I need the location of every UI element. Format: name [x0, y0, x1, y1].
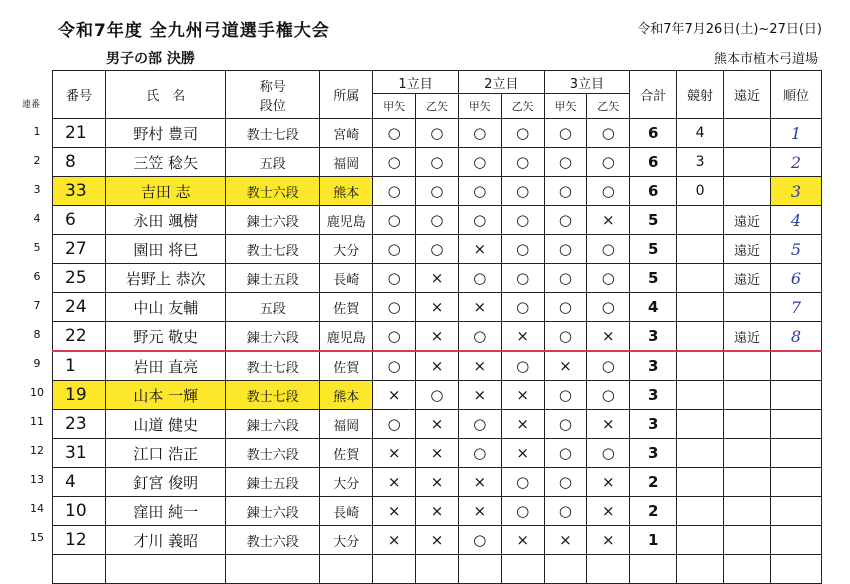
blank-cell: [770, 555, 821, 584]
cell-arrow-result: ×: [416, 351, 459, 381]
cell-arrow-result: ×: [373, 439, 416, 468]
cell-final-rank: 8: [770, 322, 821, 352]
blank-cell: [458, 555, 501, 584]
cell-total: 4: [630, 293, 677, 322]
cell-total: 5: [630, 206, 677, 235]
blank-cell: [587, 555, 630, 584]
cell-arrow-result: ○: [544, 293, 587, 322]
cell-total: 6: [630, 148, 677, 177]
cell-title-rank: 教士六段: [226, 526, 320, 555]
cell-final-rank: [770, 468, 821, 497]
cell-name: 野村 豊司: [106, 119, 226, 148]
cell-name: 吉田 志: [106, 177, 226, 206]
cell-arrow-result: ○: [458, 177, 501, 206]
cell-final-rank: 4: [770, 206, 821, 235]
table-row: [53, 497, 822, 526]
cell-title-rank: 教士六段: [226, 177, 320, 206]
cell-name: 三笠 稔矢: [106, 148, 226, 177]
cell-enkin: [724, 497, 771, 526]
blank-cell: [373, 555, 416, 584]
table-row: [53, 322, 822, 352]
header-otoya: 乙矢: [587, 94, 630, 119]
header-round-2: 2立目: [458, 71, 544, 94]
blank-cell: [544, 555, 587, 584]
blank-cell: [53, 555, 106, 584]
cell-arrow-result: ○: [416, 381, 459, 410]
cell-enkin: 遠近: [724, 322, 771, 352]
cell-number: 1: [53, 351, 106, 381]
blank-cell: [724, 555, 771, 584]
cell-arrow-result: ×: [458, 468, 501, 497]
cell-total: 6: [630, 177, 677, 206]
cell-arrow-result: ×: [501, 322, 544, 352]
cell-arrow-result: ○: [416, 148, 459, 177]
table-row: [53, 381, 822, 410]
cell-final-rank: [770, 526, 821, 555]
cell-affiliation: 佐賀: [320, 293, 373, 322]
cell-arrow-result: ○: [373, 351, 416, 381]
blank-cell: [106, 555, 226, 584]
results-table: [52, 70, 822, 584]
cell-enkin: 遠近: [724, 235, 771, 264]
cell-arrow-result: ×: [458, 351, 501, 381]
table-row: [53, 439, 822, 468]
header-total: 合計: [630, 71, 677, 119]
sequence-number: 6: [33, 270, 41, 283]
cell-arrow-result: ○: [458, 206, 501, 235]
cell-name: 才川 義昭: [106, 526, 226, 555]
cell-arrow-result: ○: [544, 381, 587, 410]
cell-final-rank: 2: [770, 148, 821, 177]
cell-arrow-result: ○: [501, 468, 544, 497]
cell-kyosha: [677, 468, 724, 497]
header-rank-line: 段位: [259, 98, 286, 114]
cell-name: 岩野上 恭次: [106, 264, 226, 293]
cell-arrow-result: ×: [373, 468, 416, 497]
cell-name: 窪田 純一: [106, 497, 226, 526]
cell-affiliation: 大分: [320, 526, 373, 555]
cell-final-rank: [770, 497, 821, 526]
cell-arrow-result: ○: [544, 206, 587, 235]
cell-affiliation: 大分: [320, 468, 373, 497]
cell-arrow-result: ○: [501, 148, 544, 177]
cell-arrow-result: ○: [501, 264, 544, 293]
header-title-line: 称号: [259, 79, 286, 95]
header-otoya: 乙矢: [501, 94, 544, 119]
cell-number: 6: [53, 206, 106, 235]
cell-arrow-result: ○: [501, 235, 544, 264]
cell-title-rank: 錬士六段: [226, 322, 320, 352]
table-row: [53, 293, 822, 322]
cell-title-rank: 錬士六段: [226, 410, 320, 439]
cell-affiliation: 鹿児島: [320, 206, 373, 235]
cell-name: 江口 浩正: [106, 439, 226, 468]
cell-arrow-result: ○: [458, 410, 501, 439]
cell-arrow-result: ○: [458, 439, 501, 468]
tournament-dates: 令和7年7月26日(土)~27日(日): [637, 22, 822, 37]
cell-final-rank: [770, 410, 821, 439]
table-row: [53, 148, 822, 177]
cell-arrow-result: ×: [416, 322, 459, 352]
cell-arrow-result: ○: [373, 410, 416, 439]
table-row: [53, 526, 822, 555]
sequence-number: 5: [33, 241, 41, 254]
cell-arrow-result: ×: [544, 526, 587, 555]
cell-arrow-result: ○: [587, 439, 630, 468]
table-row: [53, 410, 822, 439]
sequence-number: 14: [30, 502, 44, 515]
blank-cell: [677, 555, 724, 584]
cell-number: 22: [53, 322, 106, 352]
header-otoya: 乙矢: [416, 94, 459, 119]
cell-kyosha: [677, 497, 724, 526]
cell-total: 3: [630, 381, 677, 410]
cell-number: 8: [53, 148, 106, 177]
cell-number: 4: [53, 468, 106, 497]
header-kouya: 甲矢: [373, 94, 416, 119]
sequence-number: 9: [33, 357, 41, 370]
cell-arrow-result: ○: [587, 381, 630, 410]
cell-enkin: [724, 177, 771, 206]
cell-number: 12: [53, 526, 106, 555]
cell-arrow-result: ○: [501, 206, 544, 235]
cell-arrow-result: ×: [587, 322, 630, 352]
division-subtitle: 男子の部 決勝: [106, 51, 195, 67]
cell-arrow-result: ×: [458, 293, 501, 322]
cell-arrow-result: ×: [501, 381, 544, 410]
header-round-1: 1立目: [373, 71, 459, 94]
cell-kyosha: 3: [677, 148, 724, 177]
cell-total: 2: [630, 497, 677, 526]
header-number: 番号: [53, 71, 106, 119]
cell-arrow-result: ○: [544, 177, 587, 206]
cell-title-rank: 錬士六段: [226, 206, 320, 235]
cell-arrow-result: ○: [544, 322, 587, 352]
cell-affiliation: 福岡: [320, 410, 373, 439]
cell-number: 24: [53, 293, 106, 322]
sequence-number: 8: [33, 328, 41, 341]
header-name: 氏 名: [106, 71, 226, 119]
cell-title-rank: 五段: [226, 293, 320, 322]
cell-arrow-result: ○: [587, 119, 630, 148]
cell-final-rank: [770, 351, 821, 381]
results-body: [53, 119, 822, 584]
cell-enkin: [724, 439, 771, 468]
cell-title-rank: 教士六段: [226, 439, 320, 468]
header-round-3: 3立目: [544, 71, 630, 94]
cell-arrow-result: ×: [587, 206, 630, 235]
cell-kyosha: [677, 293, 724, 322]
cell-enkin: [724, 351, 771, 381]
cell-number: 33: [53, 177, 106, 206]
cell-title-rank: 五段: [226, 148, 320, 177]
cell-kyosha: [677, 410, 724, 439]
cell-final-rank: 3: [770, 177, 821, 206]
cell-total: 2: [630, 468, 677, 497]
cell-arrow-result: ○: [373, 206, 416, 235]
cell-arrow-result: ○: [373, 235, 416, 264]
header-kyosha: 競射: [677, 71, 724, 119]
cell-arrow-result: ○: [458, 264, 501, 293]
cell-arrow-result: ○: [458, 526, 501, 555]
cell-total: 3: [630, 322, 677, 352]
cell-total: 6: [630, 119, 677, 148]
cell-arrow-result: ○: [501, 497, 544, 526]
cell-affiliation: 長崎: [320, 497, 373, 526]
table-row: [53, 235, 822, 264]
cell-kyosha: [677, 381, 724, 410]
cell-name: 野元 敬史: [106, 322, 226, 352]
cell-name: 釘宮 俊明: [106, 468, 226, 497]
cell-arrow-result: ×: [416, 410, 459, 439]
cell-kyosha: [677, 206, 724, 235]
cell-kyosha: [677, 264, 724, 293]
cell-enkin: [724, 468, 771, 497]
cell-number: 31: [53, 439, 106, 468]
cell-arrow-result: ○: [587, 351, 630, 381]
cell-title-rank: 教士七段: [226, 351, 320, 381]
cell-kyosha: [677, 351, 724, 381]
cell-enkin: [724, 526, 771, 555]
cell-arrow-result: ○: [373, 322, 416, 352]
cell-enkin: [724, 410, 771, 439]
cell-arrow-result: ×: [416, 439, 459, 468]
cell-arrow-result: ○: [587, 177, 630, 206]
cell-name: 山本 一輝: [106, 381, 226, 410]
cell-title-rank: 教士七段: [226, 381, 320, 410]
cell-arrow-result: ○: [544, 148, 587, 177]
cell-affiliation: 宮崎: [320, 119, 373, 148]
cell-affiliation: 熊本: [320, 177, 373, 206]
cell-affiliation: 福岡: [320, 148, 373, 177]
cell-arrow-result: ○: [373, 119, 416, 148]
cell-arrow-result: ×: [416, 293, 459, 322]
cell-total: 3: [630, 439, 677, 468]
cell-final-rank: 6: [770, 264, 821, 293]
cell-kyosha: [677, 235, 724, 264]
cell-arrow-result: ○: [501, 119, 544, 148]
cell-enkin: [724, 293, 771, 322]
cell-total: 5: [630, 264, 677, 293]
cell-arrow-result: ×: [458, 235, 501, 264]
cell-affiliation: 熊本: [320, 381, 373, 410]
venue-label: 熊本市植木弓道場: [713, 52, 818, 67]
cell-arrow-result: ○: [587, 148, 630, 177]
header-enkin: 遠近: [724, 71, 771, 119]
tournament-title: 令和7年度 全九州弓道選手権大会: [58, 21, 330, 41]
cell-enkin: [724, 148, 771, 177]
cell-arrow-result: ○: [416, 177, 459, 206]
cell-name: 園田 将巳: [106, 235, 226, 264]
cell-enkin: 遠近: [724, 264, 771, 293]
cell-final-rank: 5: [770, 235, 821, 264]
cell-kyosha: [677, 526, 724, 555]
cell-affiliation: 鹿児島: [320, 322, 373, 352]
cell-arrow-result: ○: [544, 264, 587, 293]
cell-arrow-result: ×: [416, 468, 459, 497]
cell-name: 山道 健史: [106, 410, 226, 439]
cell-final-rank: [770, 439, 821, 468]
cell-number: 25: [53, 264, 106, 293]
cell-title-rank: 錬士五段: [226, 264, 320, 293]
cell-arrow-result: ×: [544, 351, 587, 381]
table-row: [53, 264, 822, 293]
cell-arrow-result: ×: [416, 264, 459, 293]
cell-final-rank: 7: [770, 293, 821, 322]
cell-total: 5: [630, 235, 677, 264]
cell-affiliation: 長崎: [320, 264, 373, 293]
cell-arrow-result: ○: [544, 497, 587, 526]
cell-arrow-result: ○: [544, 119, 587, 148]
cell-affiliation: 大分: [320, 235, 373, 264]
cell-name: 岩田 直亮: [106, 351, 226, 381]
cell-name: 中山 友輔: [106, 293, 226, 322]
cell-arrow-result: ○: [544, 235, 587, 264]
cell-arrow-result: ×: [416, 526, 459, 555]
cell-arrow-result: ×: [501, 439, 544, 468]
cell-number: 19: [53, 381, 106, 410]
table-row: [53, 177, 822, 206]
cell-enkin: [724, 381, 771, 410]
cell-arrow-result: ○: [587, 293, 630, 322]
cell-final-rank: [770, 381, 821, 410]
blank-cell: [226, 555, 320, 584]
cell-enkin: [724, 119, 771, 148]
sequence-number: 11: [30, 415, 44, 428]
cell-arrow-result: ○: [544, 439, 587, 468]
blank-cell: [501, 555, 544, 584]
cell-total: 3: [630, 351, 677, 381]
cell-arrow-result: ○: [501, 177, 544, 206]
cell-title-rank: 錬士六段: [226, 497, 320, 526]
blank-cell: [630, 555, 677, 584]
cell-arrow-result: ○: [373, 264, 416, 293]
cell-arrow-result: ○: [544, 410, 587, 439]
cell-arrow-result: ○: [416, 206, 459, 235]
sequence-number: 15: [30, 531, 44, 544]
cell-affiliation: 佐賀: [320, 439, 373, 468]
sequence-column-label: 連番: [22, 100, 41, 110]
sequence-number: 2: [33, 154, 41, 167]
cell-title-rank: 錬士五段: [226, 468, 320, 497]
sequence-number: 13: [30, 473, 44, 486]
cell-kyosha: 4: [677, 119, 724, 148]
cell-title-rank: 教士七段: [226, 119, 320, 148]
cell-arrow-result: ○: [416, 235, 459, 264]
cell-arrow-result: ○: [458, 148, 501, 177]
cell-arrow-result: ○: [587, 235, 630, 264]
cell-arrow-result: ×: [587, 497, 630, 526]
sequence-number: 10: [30, 386, 44, 399]
cell-number: 21: [53, 119, 106, 148]
table-row: [53, 119, 822, 148]
cell-arrow-result: ○: [458, 322, 501, 352]
sequence-number: 3: [33, 183, 41, 196]
header-title-rank: [226, 71, 320, 119]
cell-name: 永田 颯樹: [106, 206, 226, 235]
table-row: [53, 351, 822, 381]
cell-arrow-result: ×: [587, 526, 630, 555]
cell-number: 23: [53, 410, 106, 439]
cell-total: 3: [630, 410, 677, 439]
cell-arrow-result: ×: [373, 381, 416, 410]
cell-arrow-result: ×: [458, 497, 501, 526]
cell-arrow-result: ○: [373, 293, 416, 322]
table-row-blank: [53, 555, 822, 584]
blank-cell: [320, 555, 373, 584]
cell-arrow-result: ○: [544, 468, 587, 497]
cell-arrow-result: ○: [587, 264, 630, 293]
cell-arrow-result: ×: [501, 526, 544, 555]
header-kouya: 甲矢: [458, 94, 501, 119]
cell-arrow-result: ○: [458, 119, 501, 148]
cell-arrow-result: ○: [373, 148, 416, 177]
table-row: [53, 206, 822, 235]
cell-total: 1: [630, 526, 677, 555]
cell-affiliation: 佐賀: [320, 351, 373, 381]
cell-arrow-result: ○: [416, 119, 459, 148]
cell-number: 10: [53, 497, 106, 526]
cell-arrow-result: ○: [373, 177, 416, 206]
header-affiliation: 所属: [320, 71, 373, 119]
cell-kyosha: [677, 439, 724, 468]
blank-cell: [416, 555, 459, 584]
header-final-rank: 順位: [770, 71, 821, 119]
cell-arrow-result: ×: [373, 526, 416, 555]
cell-arrow-result: ×: [416, 497, 459, 526]
table-row: [53, 468, 822, 497]
cell-kyosha: 0: [677, 177, 724, 206]
cell-number: 27: [53, 235, 106, 264]
cell-arrow-result: ○: [501, 293, 544, 322]
sequence-number: 4: [33, 212, 41, 225]
cell-final-rank: 1: [770, 119, 821, 148]
cell-arrow-result: ×: [587, 468, 630, 497]
cell-arrow-result: ○: [501, 351, 544, 381]
cell-arrow-result: ×: [373, 497, 416, 526]
cell-arrow-result: ×: [458, 381, 501, 410]
cell-arrow-result: ×: [587, 410, 630, 439]
cell-kyosha: [677, 322, 724, 352]
cell-title-rank: 教士七段: [226, 235, 320, 264]
sequence-number: 12: [30, 444, 44, 457]
sequence-number: 7: [33, 299, 41, 312]
cell-arrow-result: ×: [501, 410, 544, 439]
sequence-number: 1: [33, 125, 41, 138]
header-kouya: 甲矢: [544, 94, 587, 119]
cell-enkin: 遠近: [724, 206, 771, 235]
